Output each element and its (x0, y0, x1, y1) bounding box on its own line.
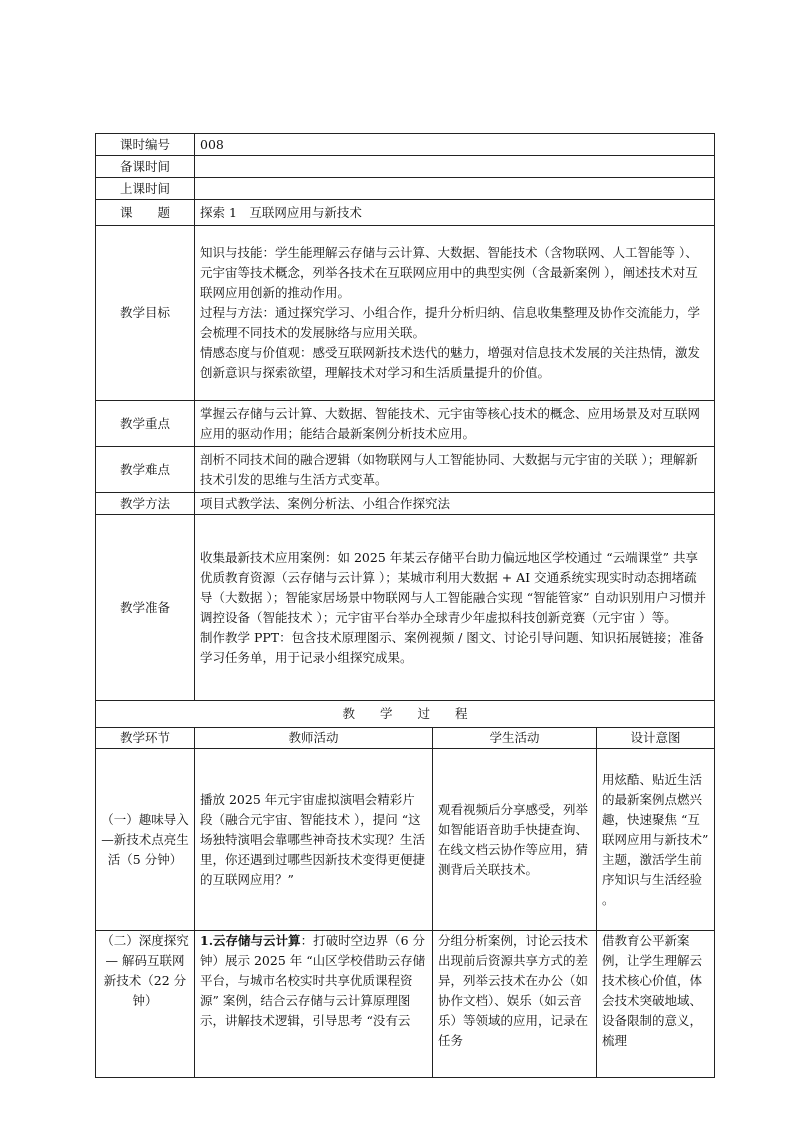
design-intent-cell: 用炫酷、贴近生活的最新案例点燃兴趣，快速聚焦 “互联网应用与新技术” 主题，激活学生前序知识与生活经验 。 (597, 749, 715, 931)
objective-attitude: 情感态度与价值观：感受互联网新技术迭代的魅力，增强对信息技术发展的关注热情，激发创新意识与探索欲望，理解技术对学习和生活质量提升的价值。 (200, 345, 701, 380)
class-time-value (195, 178, 715, 200)
stage-cell: （一）趣味导入—新技术点亮生活（5 分钟） (96, 749, 195, 931)
key-points-label: 教学重点 (96, 401, 195, 447)
stage-cell: （二）深度探究 — 解码互联网新技术（22 分钟） (96, 931, 195, 1078)
topic-label: 课 题 (96, 200, 195, 226)
process-header-row (96, 728, 715, 749)
row-process-title (96, 701, 715, 728)
objectives-label: 教学目标 (96, 226, 195, 401)
teacher-activity-cell (195, 931, 433, 1078)
process-row-intro (96, 749, 715, 931)
prep-time-value (195, 156, 715, 178)
methods-content: 项目式教学法、案例分析法、小组合作探究法 (195, 493, 715, 515)
student-activity-cell: 观看视频后分享感受，列举如智能语音助手快捷查询、在线文档云协作等应用，猜测背后关联技术。 (433, 749, 597, 931)
row-class-time (96, 178, 715, 200)
process-title: 教 学 过 程 (96, 701, 715, 728)
column-header-teacher: 教师活动 (195, 728, 433, 749)
topic-value: 探索 1 互联网应用与新技术 (195, 200, 715, 226)
objective-process: 过程与方法：通过探究学习、小组合作，提升分析归纳、信息收集整理及协作交流能力，学会梳理不同技术的发展脉络与应用关联。 (200, 305, 701, 340)
row-key-points (96, 401, 715, 447)
row-difficulties (96, 447, 715, 493)
process-row-explore (96, 931, 715, 1078)
lesson-plan-table (95, 133, 715, 1078)
lesson-plan-page (95, 133, 714, 1078)
teacher-activity-cell: 播放 2025 年元宇宙虚拟演唱会精彩片段（融合元宇宙、智能技术 ），提问 “这场独特演唱会靠哪些神奇技术实现？生活里，你还遇到过哪些因新技术变得更便捷的互联网应用？” (195, 749, 433, 931)
difficulties-label: 教学难点 (96, 447, 195, 493)
row-prep-time (96, 156, 715, 178)
column-header-intent: 设计意图 (597, 728, 715, 749)
objective-knowledge: 知识与技能：学生能理解云存储与云计算、大数据、智能技术（含物联网、人工智能等 ）、元宇宙等技术概念，列举各技术在互联网应用中的典型实例（含最新案例 ），阐述技术对互联网应用创新的推动作用。 (200, 245, 698, 300)
teacher-activity-heading: 1.云存储与云计算 (200, 933, 301, 948)
preparation-ppt: 制作教学 PPT：包含技术原理图示、案例视频 / 图文、讨论引导问题、知识拓展链接；准备学习任务单，用于记录小组探究成果。 (200, 629, 704, 665)
key-points-content: 掌握云存储与云计算、大数据、智能技术、元宇宙等核心技术的概念、应用场景及对互联网应用的驱动作用；能结合最新案例分析技术应用。 (195, 401, 715, 447)
preparation-content (195, 515, 715, 701)
preparation-label: 教学准备 (96, 515, 195, 701)
column-header-stage: 教学环节 (96, 728, 195, 749)
teacher-activity-text: ：打破时空边界（6 分钟）展示 2025 年 “山区学校借助云存储平台，与城市名校实时共享优质课程资源” 案例，结合云存储与云计算原理图示，讲解技术逻辑，引导思考 “没有云 (200, 933, 426, 1028)
row-topic (96, 200, 715, 226)
column-header-student: 学生活动 (433, 728, 597, 749)
row-lesson-no (96, 134, 715, 156)
preparation-cases: 收集最新技术应用案例：如 2025 年某云存储平台助力偏远地区学校通过 “云端课堂” 共享优质教育资源（云存储与云计算 ）；某城市利用大数据 + AI 交通系统实现实时动态拥堵疏导（大数据 ）；智能家居场景中物联网与人工智能融合实现 “智能管家” 自动识别用户习惯并调控设备（智能技术 ）；元宇宙平台举办全球青少年虚拟科技创新竞赛（元宇宙 ）等。 (200, 549, 706, 625)
lesson-no-value: 008 (195, 134, 715, 156)
methods-label: 教学方法 (96, 493, 195, 515)
prep-time-label: 备课时间 (96, 156, 195, 178)
student-activity-cell: 分组分析案例，讨论云技术出现前后资源共享方式的差异，列举云技术在办公（如协作文档）、娱乐（如云音乐）等领域的应用，记录在任务 (433, 931, 597, 1078)
difficulties-content: 剖析不同技术间的融合逻辑（如物联网与人工智能协同、大数据与元宇宙的关联 ）；理解新技术引发的思维与生活方式变革。 (195, 447, 715, 493)
row-methods (96, 493, 715, 515)
design-intent-cell: 借教育公平新案例，让学生理解云技术核心价值，体会技术突破地域、设备限制的意义，梳理 (597, 931, 715, 1078)
lesson-no-label: 课时编号 (96, 134, 195, 156)
class-time-label: 上课时间 (96, 178, 195, 200)
objectives-content (195, 226, 715, 401)
row-objectives (96, 226, 715, 401)
row-preparation (96, 515, 715, 701)
